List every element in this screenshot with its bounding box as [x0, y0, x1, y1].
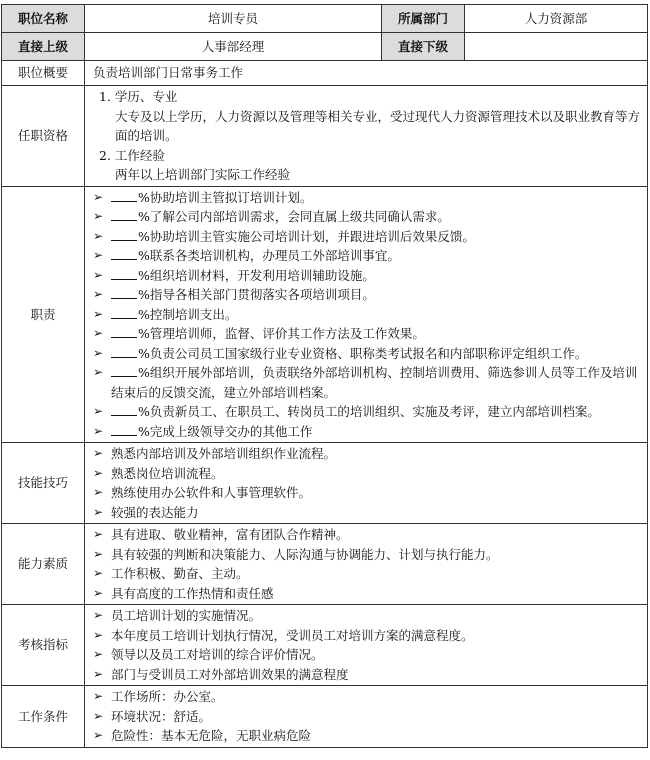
arrow-bullet-icon: ➢ [93, 585, 104, 600]
arrow-bullet-icon: ➢ [93, 228, 104, 243]
header-row-2 [2, 33, 648, 61]
qualification-item-title: 2. 工作经验 [99, 147, 165, 163]
skills-list [91, 444, 643, 522]
list-item [91, 564, 643, 584]
arrow-bullet-icon: ➢ [93, 504, 104, 519]
arrow-bullet-icon: ➢ [93, 267, 104, 282]
subordinate-label: 直接下级 [382, 33, 465, 61]
list-item [91, 525, 643, 545]
list-item-text: 熟练使用办公软件和人事管理软件。 [111, 485, 312, 500]
list-item-text: %管理培训师，监督、评价其工作方法及工作效果。 [138, 326, 425, 341]
list-item [91, 444, 643, 464]
conditions-label: 工作条件 [2, 686, 85, 748]
list-item-text: 本年度员工培训计划执行情况，受训员工对培训方案的满意程度。 [111, 627, 474, 643]
fill-in-blank [111, 286, 137, 299]
list-item-text: 工作积极、勤奋、主动。 [111, 566, 249, 581]
list-item-text: %控制培训支出。 [138, 306, 238, 322]
department-label: 所属部门 [382, 5, 465, 33]
conditions-list [91, 687, 643, 746]
arrow-bullet-icon: ➢ [93, 326, 104, 340]
position-name-value: 培训专员 [85, 5, 382, 33]
kpi-list [91, 606, 643, 684]
arrow-bullet-icon: ➢ [93, 485, 104, 499]
list-item [91, 707, 643, 727]
list-item-text: 熟悉岗位培训流程。 [111, 465, 224, 481]
fill-in-blank [111, 403, 137, 416]
duties-body [85, 186, 648, 443]
list-item [91, 402, 643, 422]
list-item [91, 344, 643, 364]
qualification-body [85, 86, 648, 187]
skills-row [2, 443, 648, 524]
list-item-text: %协助培训主管拟订培训计划。 [138, 189, 313, 205]
superior-value: 人事部经理 [85, 33, 382, 61]
arrow-bullet-icon: ➢ [93, 728, 104, 742]
list-item [91, 246, 643, 266]
arrow-bullet-icon: ➢ [93, 423, 104, 438]
list-item-text: %联系各类培训机构，办理员工外部培训事宜。 [138, 248, 400, 263]
superior-label: 直接上级 [2, 33, 85, 61]
arrow-bullet-icon: ➢ [93, 608, 104, 622]
qualification-item-detail: 两年以上培训部门实际工作经验 [115, 167, 291, 182]
list-item-text: 部门与受训员工对外部培训效果的满意程度 [111, 666, 349, 682]
abilities-list [91, 525, 643, 603]
abilities-body [85, 524, 648, 605]
abilities-row [2, 524, 648, 605]
list-item-text: %了解公司内部培训需求，会同直属上级共同确认需求。 [138, 209, 450, 224]
duties-label: 职责 [2, 186, 85, 443]
list-item [91, 207, 643, 227]
overview-text: 负责培训部门日常事务工作 [85, 61, 648, 86]
arrow-bullet-icon: ➢ [93, 365, 104, 379]
fill-in-blank [111, 345, 137, 358]
list-item-text: 具有进取、敬业精神，富有团队合作精神。 [111, 527, 349, 542]
list-item [91, 503, 643, 523]
list-item [91, 324, 643, 344]
fill-in-blank [111, 364, 137, 377]
arrow-bullet-icon: ➢ [93, 209, 104, 223]
qualification-item-detail: 大专及以上学历，人力资源以及管理等相关专业，受过现代人力资源管理技术以及职业教育等方面的培训。 [115, 108, 641, 143]
arrow-bullet-icon: ➢ [93, 627, 104, 642]
duties-list [91, 188, 643, 442]
list-item-text: %负责公司员工国家级行业专业资格、职称类考试报名和内部职称评定组织工作。 [138, 345, 588, 361]
arrow-bullet-icon: ➢ [93, 689, 104, 703]
list-item [91, 665, 643, 685]
list-item [91, 363, 643, 402]
fill-in-blank [111, 423, 137, 436]
qualification-item-title: 1. 学历、专业 [99, 89, 178, 104]
list-item-text: 具有高度的工作热情和责任感 [111, 585, 274, 601]
list-item-text: 具有较强的判断和决策能力、人际沟通与协调能力、计划与执行能力。 [111, 546, 499, 562]
arrow-bullet-icon: ➢ [93, 189, 104, 204]
arrow-bullet-icon: ➢ [93, 566, 104, 580]
list-item [91, 422, 643, 442]
fill-in-blank [111, 189, 137, 202]
list-item [91, 188, 643, 208]
arrow-bullet-icon: ➢ [93, 404, 104, 418]
fill-in-blank [111, 325, 137, 338]
arrow-bullet-icon: ➢ [93, 708, 104, 723]
fill-in-blank [111, 247, 137, 260]
qualification-row [2, 86, 648, 187]
list-item [91, 726, 643, 746]
arrow-bullet-icon: ➢ [93, 465, 104, 480]
list-item-text: 领导以及员工对培训的综合评价情况。 [111, 647, 324, 662]
arrow-bullet-icon: ➢ [93, 446, 104, 460]
header-row-1 [2, 5, 648, 33]
list-item [91, 464, 643, 484]
list-item-text: %组织培训材料，开发利用培训辅助设施。 [138, 267, 375, 283]
arrow-bullet-icon: ➢ [93, 647, 104, 661]
list-item [91, 227, 643, 247]
list-item-text: %协助培训主管实施公司培训计划，并跟进培训后效果反馈。 [138, 228, 475, 244]
fill-in-blank [111, 208, 137, 221]
subordinate-value [465, 33, 648, 61]
list-item [91, 266, 643, 286]
job-description-table [1, 4, 648, 748]
abilities-label: 能力素质 [2, 524, 85, 605]
arrow-bullet-icon: ➢ [93, 527, 104, 541]
fill-in-blank [111, 306, 137, 319]
arrow-bullet-icon: ➢ [93, 345, 104, 360]
skills-body [85, 443, 648, 524]
arrow-bullet-icon: ➢ [93, 248, 104, 262]
duties-row [2, 186, 648, 443]
list-item [91, 626, 643, 646]
list-item-text: %负责新员工、在职员工、转岗员工的培训组织、实施及考评，建立内部培训档案。 [138, 404, 600, 419]
kpi-label: 考核指标 [2, 605, 85, 686]
arrow-bullet-icon: ➢ [93, 287, 104, 301]
list-item [91, 285, 643, 305]
list-item-text: %组织开展外部培训，负责联络外部培训机构、控制培训费用、筛选参训人员等工作及培训结束后的反馈交流，建立外部培训档案。 [111, 365, 638, 400]
conditions-row [2, 686, 648, 748]
list-item-text: 较强的表达能力 [111, 504, 199, 520]
position-name-label: 职位名称 [2, 5, 85, 33]
list-item [91, 687, 643, 707]
overview-row [2, 61, 648, 86]
list-item-text: 熟悉内部培训及外部培训组织作业流程。 [111, 446, 337, 461]
list-item [91, 545, 643, 565]
list-item-text: 工作场所：办公室。 [111, 689, 224, 704]
overview-label: 职位概要 [2, 61, 85, 86]
kpi-body [85, 605, 648, 686]
arrow-bullet-icon: ➢ [93, 546, 104, 561]
list-item [91, 584, 643, 604]
list-item-text: 员工培训计划的实施情况。 [111, 608, 262, 623]
list-item-text: 环境状况：舒适。 [111, 708, 212, 724]
arrow-bullet-icon: ➢ [93, 306, 104, 321]
arrow-bullet-icon: ➢ [93, 666, 104, 681]
skills-label: 技能技巧 [2, 443, 85, 524]
fill-in-blank [111, 228, 137, 241]
kpi-row [2, 605, 648, 686]
list-item [91, 305, 643, 325]
list-item-text: %完成上级领导交办的其他工作 [138, 423, 313, 439]
list-item-text: 危险性：基本无危险，无职业病危险 [111, 728, 312, 743]
qualification-label: 任职资格 [2, 86, 85, 187]
department-value: 人力资源部 [465, 5, 648, 33]
list-item [91, 483, 643, 503]
list-item [91, 645, 643, 665]
list-item [91, 606, 643, 626]
fill-in-blank [111, 267, 137, 280]
list-item-text: %指导各相关部门贯彻落实各项培训项目。 [138, 287, 375, 302]
conditions-body [85, 686, 648, 748]
